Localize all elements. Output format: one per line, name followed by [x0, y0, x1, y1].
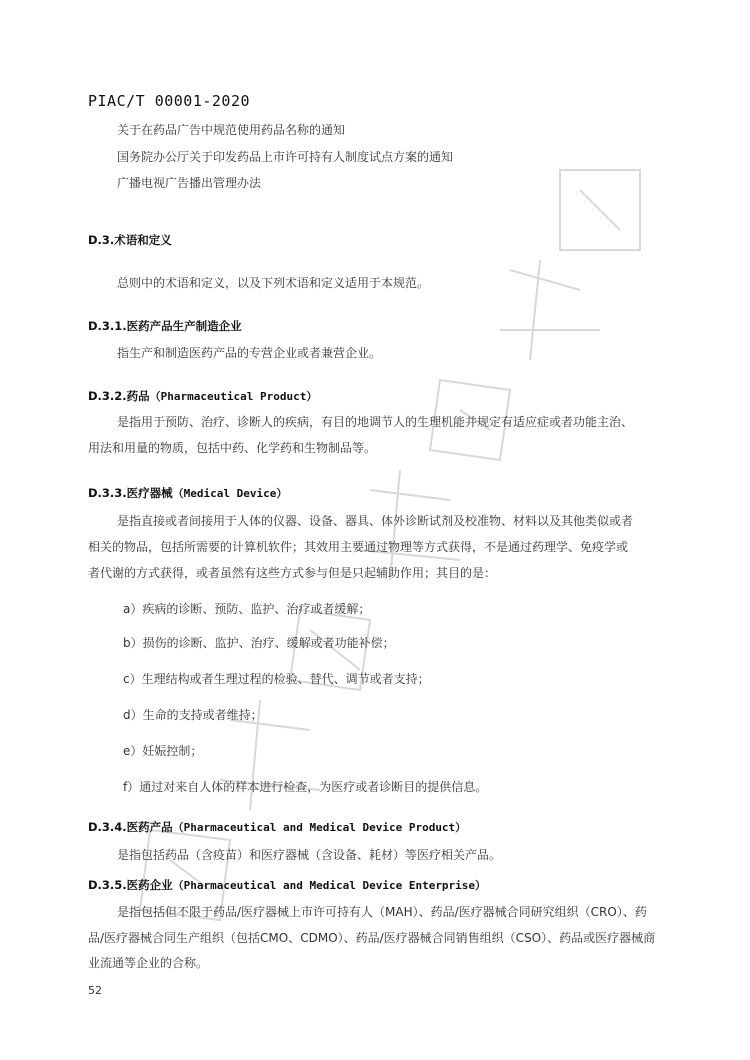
heading-d32	[88, 388, 317, 404]
heading-d35	[88, 877, 486, 893]
heading-d34	[88, 819, 466, 835]
paragraph-line: 者代谢的方式获得，或者虽然有这些方式参与但是只起辅助作用；其目的是：	[88, 566, 497, 580]
reference-item: 广播电视广告播出管理办法	[117, 176, 262, 190]
section-heading-d3: D.3.术语和定义	[88, 233, 172, 247]
list-item: d）生命的支持或者维持；	[123, 708, 263, 722]
list-item: e）妊娠控制；	[123, 744, 203, 758]
heading-number: D.3.5.	[88, 878, 127, 892]
heading-title: 医疗器械	[126, 486, 173, 500]
heading-english: （Pharmaceutical Product）	[149, 390, 318, 403]
heading-title: 医药产品	[126, 820, 173, 834]
heading-title: 医药企业	[126, 878, 173, 892]
paragraph-line: 是指直接或者间接用于人体的仪器、设备、器具、体外诊断试剂及校准物、材料以及其他类似或者	[117, 514, 634, 528]
heading-d33	[88, 485, 287, 501]
standard-code: PIAC/T 00001-2020	[88, 92, 251, 110]
heading-english: （Pharmaceutical and Medical Device Enterprise）	[172, 879, 487, 892]
heading-number: D.3.2.	[88, 389, 127, 403]
heading-title: 医药产品生产制造企业	[126, 319, 242, 333]
paragraph-d31: 指生产和制造医药产品的专营企业或者兼营企业。	[117, 346, 382, 360]
heading-number: D.3.3.	[88, 486, 127, 500]
list-item: f）通过对来自人体的样本进行检查，为医疗或者诊断目的提供信息。	[123, 780, 488, 794]
section-intro: 总则中的术语和定义，以及下列术语和定义适用于本规范。	[117, 276, 430, 290]
paragraph-line: 用法和用量的物质，包括中药、化学药和生物制品等。	[88, 441, 377, 455]
heading-english: （Pharmaceutical and Medical Device Product）	[172, 821, 467, 834]
reference-item: 国务院办公厅关于印发药品上市许可持有人制度试点方案的通知	[117, 150, 454, 164]
paragraph-line: 品/医疗器械合同生产组织（包括CMO、CDMO）、药品/医疗器械合同销售组织（CSO）、药品或医疗器械商	[88, 931, 656, 945]
list-item: b）损伤的诊断、监护、治疗、缓解或者功能补偿；	[123, 636, 395, 650]
heading-english: （Medical Device）	[172, 487, 288, 500]
heading-number: D.3.4.	[88, 820, 127, 834]
paragraph-line: 业流通等企业的合称。	[88, 956, 209, 970]
paragraph-d34: 是指包括药品（含疫苗）和医疗器械（含设备、耗材）等医疗相关产品。	[117, 848, 502, 862]
page-number: 52	[88, 984, 102, 997]
reference-item: 关于在药品广告中规范使用药品名称的通知	[117, 123, 346, 137]
paragraph-line: 相关的物品，包括所需要的计算机软件；其效用主要通过物理等方式获得，不是通过药理学、免疫学或	[88, 540, 629, 554]
heading-title: 药品	[126, 389, 150, 403]
list-item: c）生理结构或者生理过程的检验、替代、调节或者支持；	[123, 672, 430, 686]
list-item: a）疾病的诊断、预防、监护、治疗或者缓解；	[123, 602, 371, 616]
heading-number: D.3.1.	[88, 319, 127, 333]
paragraph-line: 是指包括但不限于药品/医疗器械上市许可持有人（MAH）、药品/医疗器械合同研究组织（CRO）、药	[117, 905, 647, 919]
heading-d31	[88, 318, 242, 334]
paragraph-line: 是指用于预防、治疗、诊断人的疾病，有目的地调节人的生理机能并规定有适应症或者功能主治、	[117, 415, 634, 429]
